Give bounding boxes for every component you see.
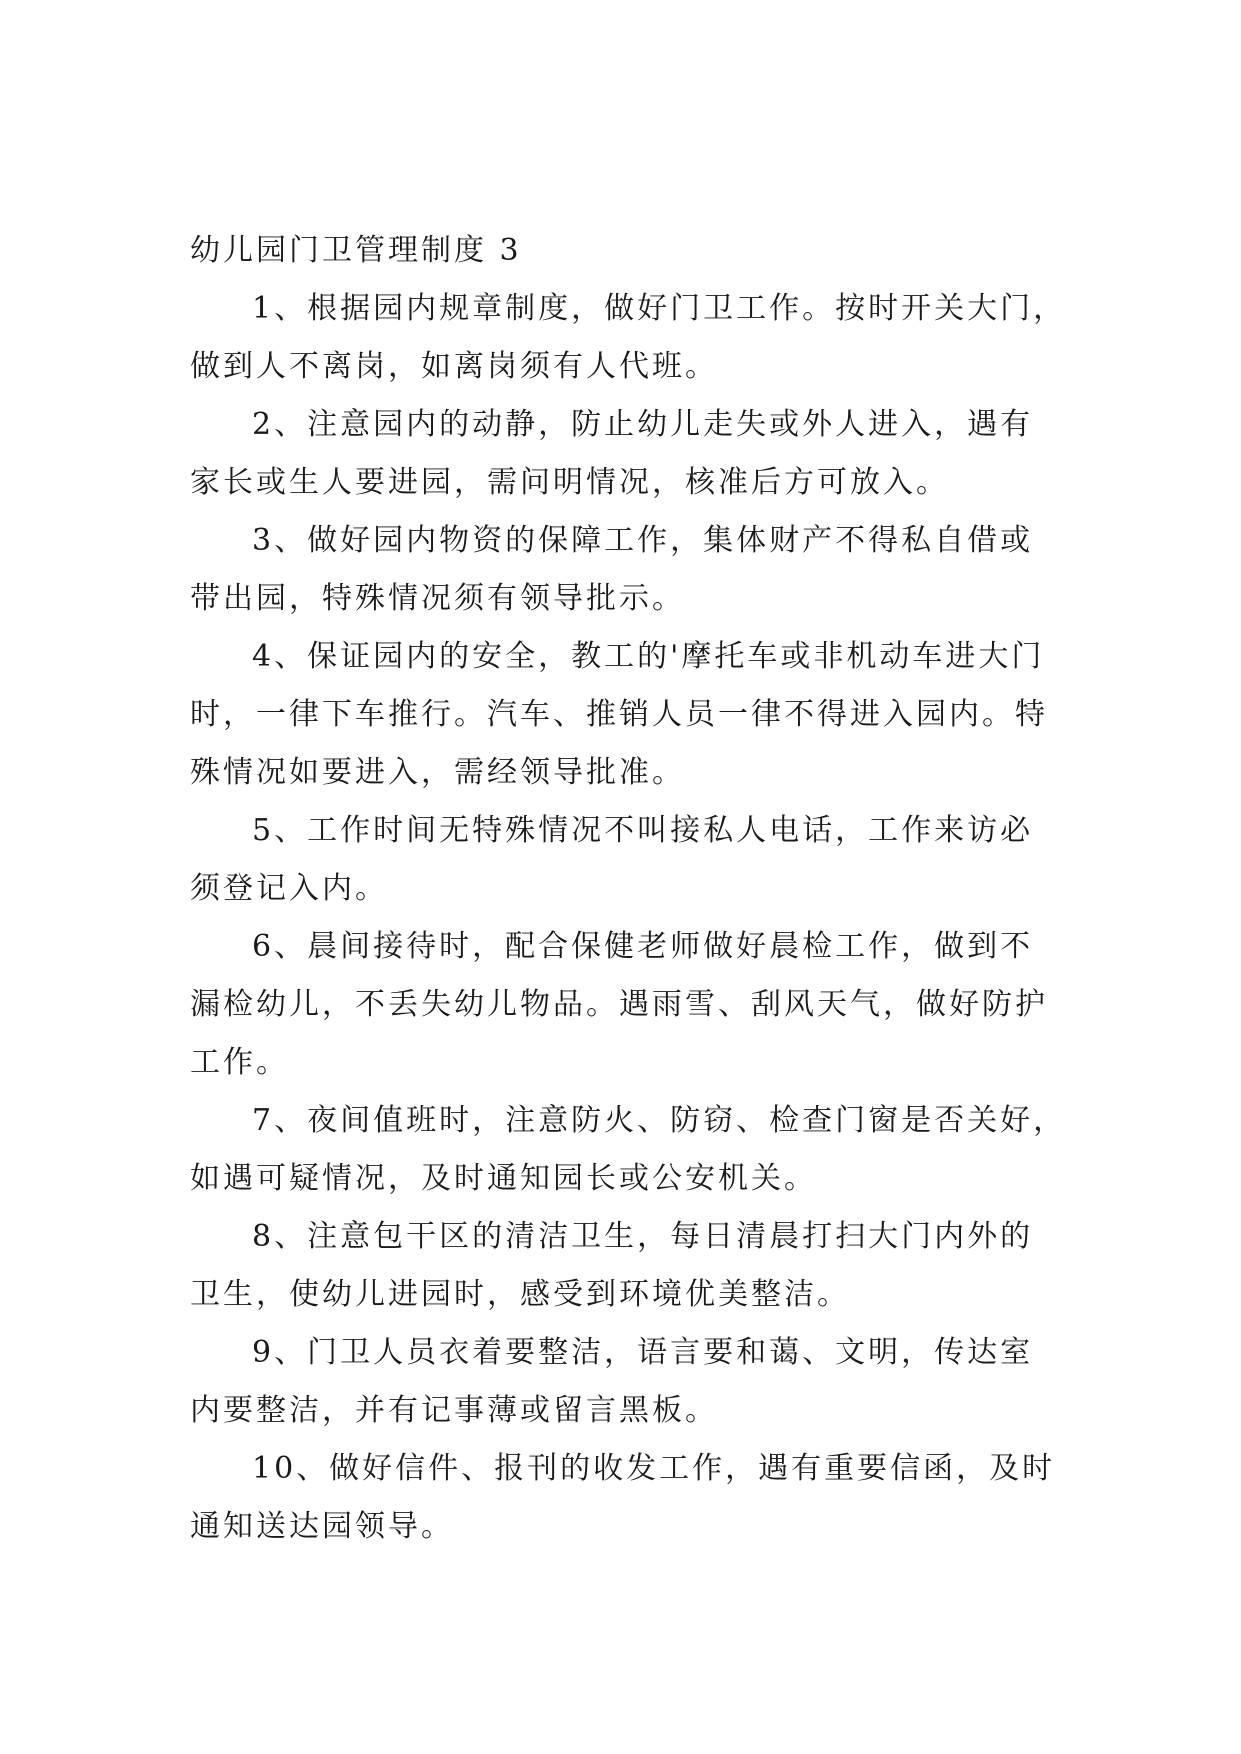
paragraph-line: 2、注意园内的动静，防止幼儿走失或外人进入，遇有: [252, 407, 1034, 442]
rule-paragraph-8: [190, 1208, 1070, 1324]
paragraph-line: 8、注意包干区的清洁卫生，每日清晨打扫大门内外的: [252, 1219, 1034, 1254]
rule-paragraph-4: [190, 628, 1070, 802]
paragraph-line: 9、门卫人员衣着要整洁，语言要和蔼、文明，传达室: [252, 1335, 1034, 1370]
paragraph-list: [190, 280, 1070, 1556]
rule-paragraph-1: [190, 280, 1070, 396]
rule-paragraph-3: [190, 512, 1070, 628]
rule-paragraph-6: [190, 918, 1070, 1092]
paragraph-line: 10、做好信件、报刊的收发工作，遇有重要信函，及时: [252, 1451, 1056, 1486]
document-title: 幼儿园门卫管理制度 3: [190, 233, 522, 268]
rule-paragraph-7: [190, 1092, 1070, 1208]
paragraph-line: 如遇可疑情况，及时通知园长或公安机关。: [190, 1161, 817, 1196]
paragraph-line: 7、夜间值班时，注意防火、防窃、检查门窗是否关好，: [252, 1103, 1067, 1138]
paragraph-line: 须登记入内。: [190, 871, 388, 906]
document-body: [190, 222, 1070, 1556]
paragraph-line: 6、晨间接待时，配合保健老师做好晨检工作，做到不: [252, 929, 1034, 964]
paragraph-line: 内要整洁，并有记事薄或留言黑板。: [190, 1393, 718, 1428]
paragraph-line: 工作。: [190, 1045, 289, 1080]
rule-paragraph-2: [190, 396, 1070, 512]
paragraph-line: 做到人不离岗，如离岗须有人代班。: [190, 349, 718, 384]
paragraph-line: 5、工作时间无特殊情况不叫接私人电话，工作来访必: [252, 813, 1034, 848]
paragraph-line: 1、根据园内规章制度，做好门卫工作。按时开关大门，: [252, 291, 1067, 326]
rule-paragraph-9: [190, 1324, 1070, 1440]
rule-paragraph-10: [190, 1440, 1070, 1556]
paragraph-line: 3、做好园内物资的保障工作，集体财产不得私自借或: [252, 523, 1034, 558]
paragraph-line: 殊情况如要进入，需经领导批准。: [190, 755, 685, 790]
paragraph-line: 卫生，使幼儿进园时，感受到环境优美整洁。: [190, 1277, 850, 1312]
rule-paragraph-5: [190, 802, 1070, 918]
paragraph-line: 漏检幼儿，不丢失幼儿物品。遇雨雪、刮风天气，做好防护: [190, 987, 1048, 1022]
paragraph-line: 家长或生人要进园，需问明情况，核准后方可放入。: [190, 465, 949, 500]
paragraph-line: 带出园，特殊情况须有领导批示。: [190, 581, 685, 616]
paragraph-line: 时，一律下车推行。汽车、推销人员一律不得进入园内。特: [190, 697, 1048, 732]
paragraph-line: 4、保证园内的安全，教工的'摩托车或非机动车进大门: [252, 639, 1045, 674]
paragraph-line: 通知送达园领导。: [190, 1509, 454, 1544]
